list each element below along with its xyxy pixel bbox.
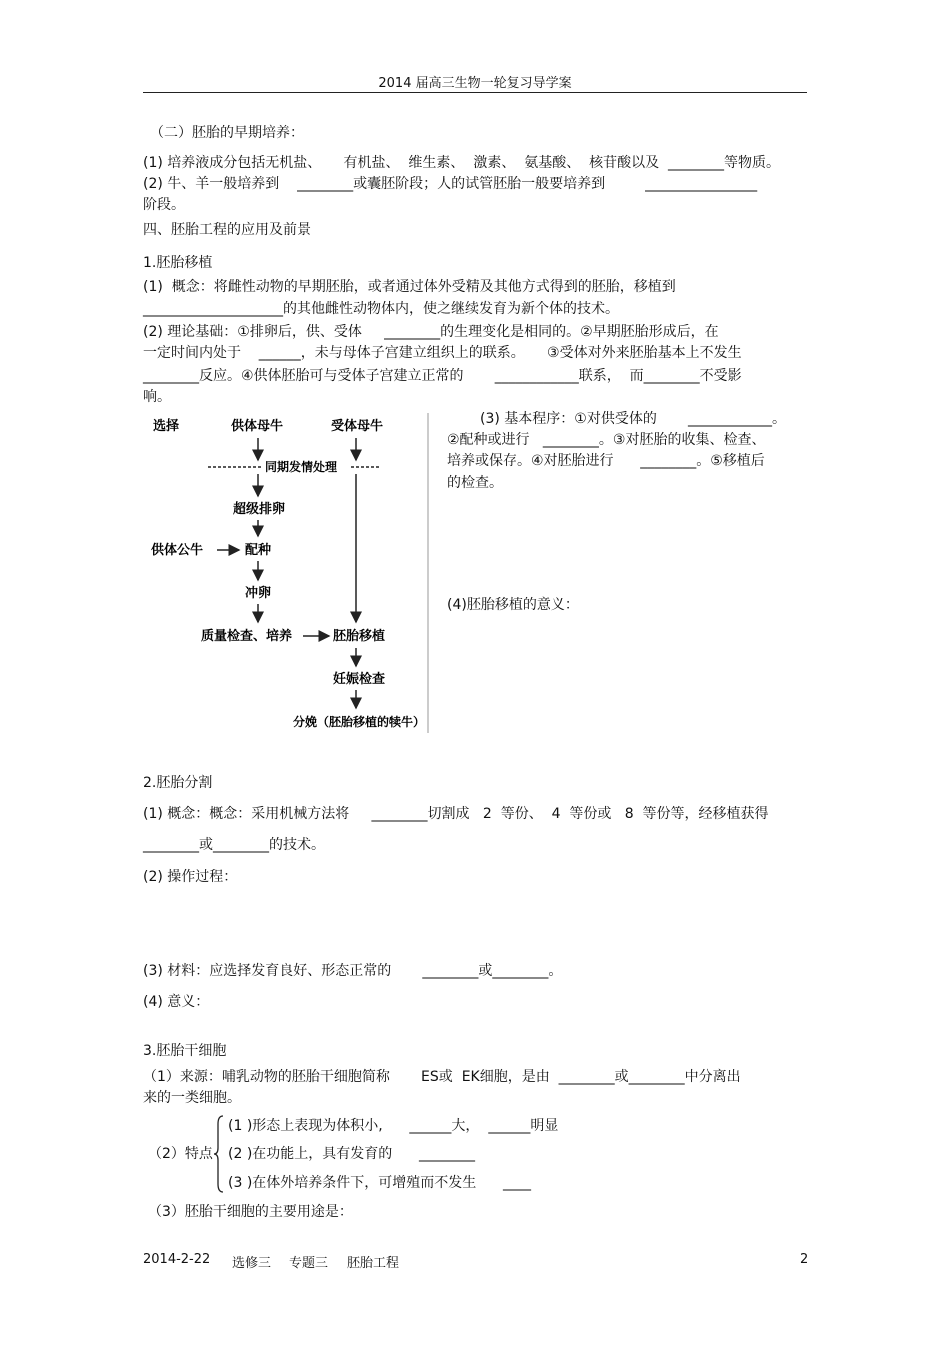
text-line: 响。: [143, 389, 171, 405]
text-line: ________反应。④供体胚胎可与受体子宫建立正常的 ____________联系， 而________不受影: [143, 368, 742, 384]
label-embryo-transfer: 胚胎移植: [333, 629, 386, 644]
section-early-culture-title: （二）胚胎的早期培养：: [150, 125, 304, 141]
footer-date: 2014-2-22: [143, 1252, 211, 1267]
text-line: (3) 材料：应选择发育良好、形态正常的 ________或________。: [143, 963, 563, 979]
text-line: (1) 概念：概念：采用机械方法将 ________切割成 2 等份、 4 等份或 8 等份等，经移植获得: [143, 806, 769, 822]
section-embryo-splitting-title: 2.胚胎分割: [143, 775, 213, 791]
page-header: 2014 届高三生物一轮复习导学案: [378, 76, 572, 91]
label-recipient-cow: 受体母牛: [331, 419, 384, 434]
text-line: (2) 操作过程：: [143, 869, 238, 885]
text-line: 的检查。: [447, 475, 503, 491]
text-line: （3）胚胎干细胞的主要用途是：: [148, 1204, 353, 1220]
text-line: (1) 概念：将雌性动物的早期胚胎，或者通过体外受精及其他方式得到的胚胎，移植到: [143, 279, 676, 295]
text-line: (2) 理论基础：①排卵后，供、受体 ________的生理变化是相同的。②早期胚胎形成后，在: [143, 324, 719, 340]
label-mating: 配种: [245, 543, 272, 558]
brace-icon: [214, 1114, 224, 1194]
feature-item: (1 )形态上表现为体积小, ______大， ______明显: [228, 1118, 559, 1134]
text-line: 来的一类细胞。: [143, 1090, 241, 1106]
section-stem-cell-title: 3.胚胎干细胞: [143, 1043, 227, 1059]
label-select: 选择: [153, 419, 180, 434]
label-donor-cow: 供体母牛: [231, 419, 284, 434]
label-pregnancy-check: 妊娠检查: [333, 672, 386, 687]
footer-subject: 胚胎工程: [347, 1256, 400, 1271]
footer-course: 选修三: [232, 1256, 272, 1271]
footer-topic: 专题三: [289, 1256, 329, 1271]
features-label: （2）特点: [148, 1146, 213, 1162]
text-line: 阶段。: [143, 197, 185, 213]
text-line: (3) 基本程序：①对供受体的 ____________。: [480, 411, 786, 427]
embryo-transfer-flowchart: [143, 408, 433, 738]
label-donor-bull: 供体公牛: [151, 543, 204, 558]
text-line: (2) 牛、羊一般培养到 ________或囊胚阶段；人的试管胚胎一般要培养到 ________________: [143, 176, 758, 192]
feature-item: (3 )在体外培养条件下，可增殖而不发生 ____: [228, 1175, 531, 1191]
feature-item: (2 )在功能上，具有发育的 ________: [228, 1146, 475, 1162]
page-number: 2: [800, 1252, 809, 1267]
label-sync-estrus: 同期发情处理: [265, 460, 338, 474]
label-quality-check: 质量检查、培养: [201, 629, 293, 644]
text-line: 培养或保存。④对胚胎进行 ________。⑤移植后: [447, 453, 765, 469]
text-line: ____________________的其他雌性动物体内，使之继续发育为新个体的技术。: [143, 301, 619, 317]
text-line: (1) 培养液成分包括无机盐、 有机盐、 维生素、 激素、 氨基酸、 核苷酸以及 ________等物质。: [143, 155, 781, 171]
label-superovulation: 超级排卵: [233, 502, 286, 517]
section-applications-title: 四、胚胎工程的应用及前景: [143, 222, 311, 238]
header-rule: [143, 92, 807, 93]
text-line: ________或________的技术。: [143, 837, 325, 853]
section-embryo-transfer-title: 1.胚胎移植: [143, 255, 213, 271]
text-line: 一定时间内处于 ______，未与母体子宫建立组织上的联系。 ③受体对外来胚胎基本上不发生: [143, 345, 742, 361]
text-line: (4) 意义：: [143, 994, 210, 1010]
text-line: (4)胚胎移植的意义：: [447, 597, 579, 613]
label-flushing: 冲卵: [245, 586, 272, 601]
text-line: ②配种或进行 ________。③对胚胎的收集、检查、: [447, 432, 766, 448]
label-calving: 分娩（胚胎移植的犊牛）: [293, 715, 426, 729]
text-line: （1）来源：哺乳动物的胚胎干细胞简称 ES或 EK细胞，是由 ________或________中分离出: [143, 1069, 741, 1085]
